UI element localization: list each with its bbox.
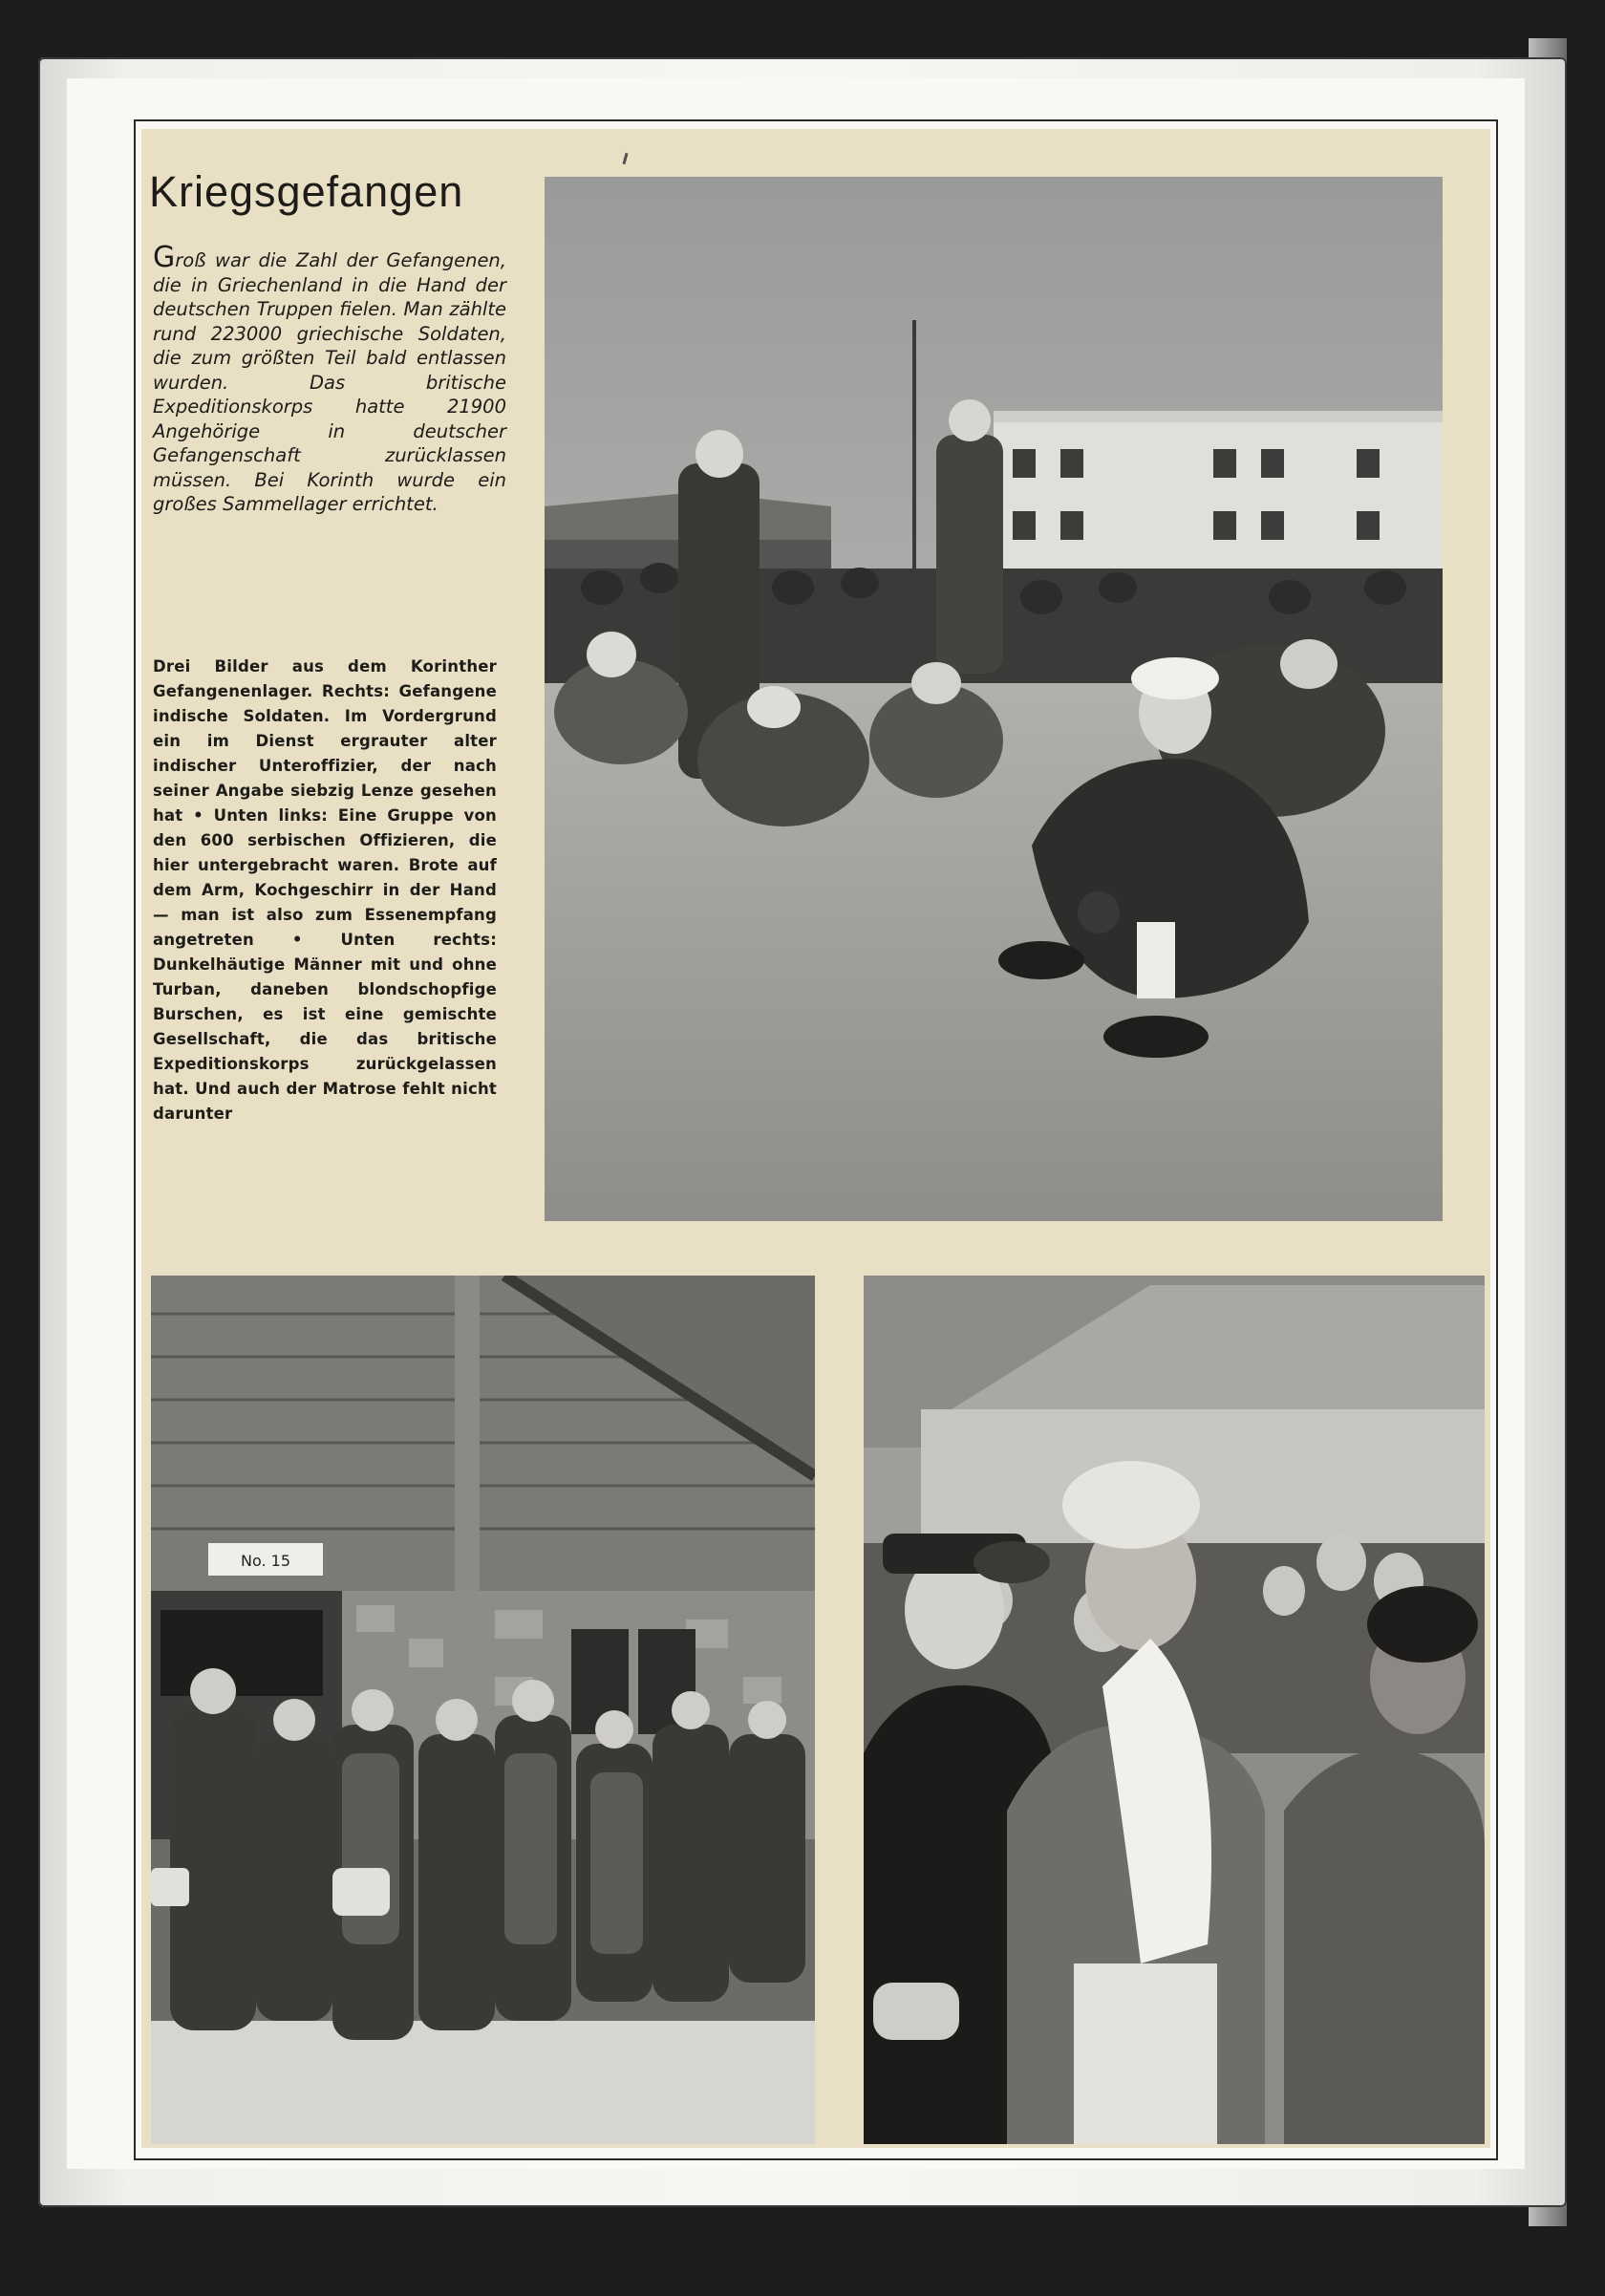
photo-indian-prisoners — [545, 177, 1443, 1221]
intro-text: roß war die Zahl der Gefangenen, die in Griechenland in die Hand der deutschen Truppen fielen. Man zählte rund 223000 griechische Soldaten, die zum größten Teil bald entlassen wurden. Das britische Expeditionskorps hatte 21900 Angehörige in deutscher Gefangenschaft zurücklassen müssen. Bei Korinth wurde ein großes Sammellager errichtet. — [153, 249, 506, 515]
photo-caption: Drei Bilder aus dem Korinther Gefangenenlager. Rechts: Gefangene indische Soldaten. Im Vordergrund ein im Dienst ergrauter alter indischer Unteroffizier, der nach seiner Angabe siebzig Lenze gesehen hat • Unten links: Eine Gruppe von den 600 serbischen Offizieren, die hier untergebracht waren. Brote auf dem Arm, Kochgeschirr in der Hand — man ist also zum Essenempfang angetreten • Unten rechts: Dunkelhäutige Männer mit und ohne Turban, daneben blondschopfige Burschen, es ist eine gemischte Gesellschaft, die das britische Expeditionskorps zurückgelassen hat. Und auch der Matrose fehlt nicht darunter — [153, 657, 497, 1123]
article-intro — [153, 241, 506, 517]
photo-mixed-group — [864, 1276, 1485, 2144]
intro-initial: G — [153, 241, 176, 274]
photo-serbian-officers — [151, 1276, 815, 2144]
pencil-mark — [622, 153, 628, 164]
hut-sign-text: No. 15 — [240, 1552, 291, 1570]
magazine-clipping — [141, 129, 1490, 2148]
article-title: Kriegsgefangen — [149, 167, 464, 216]
